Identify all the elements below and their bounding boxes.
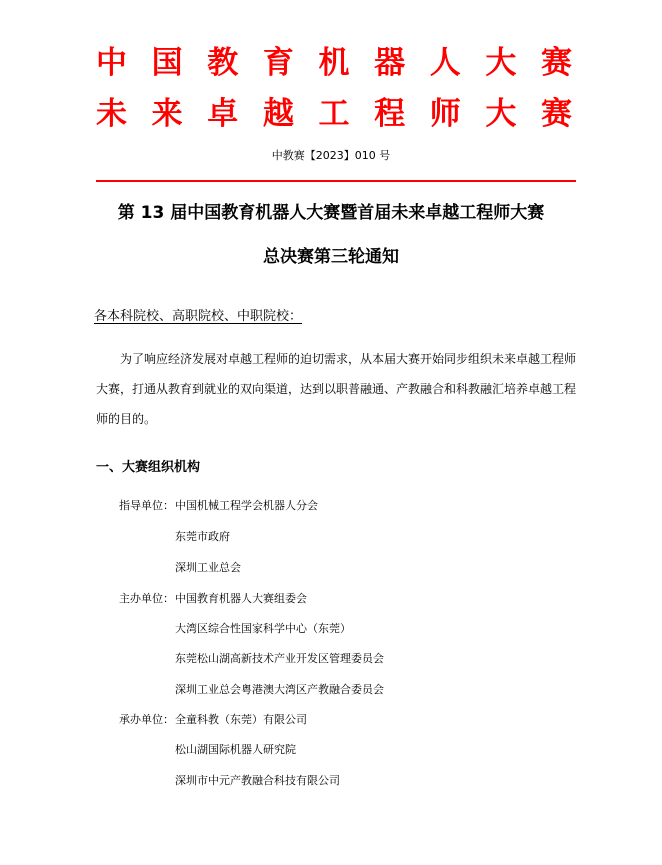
host-unit: 东莞松山湖高新技术产业开发区管理委员会	[175, 652, 384, 665]
guiding-unit: 深圳工业总会	[175, 561, 241, 574]
header-divider	[96, 180, 576, 182]
guiding-unit: 东莞市政府	[175, 530, 230, 543]
organizer-unit: 松山湖国际机器人研究院	[175, 743, 296, 756]
salutation: 各本科院校、高职院校、中职院校：	[94, 309, 303, 324]
guiding-units-label: 指导单位：	[119, 499, 174, 512]
contest-title-line-2: 未来卓越工程师大赛	[96, 96, 572, 132]
section-title-organization: 一、大赛组织机构	[96, 460, 201, 475]
host-unit: 深圳工业总会粤港澳大湾区产教融合委员会	[175, 683, 384, 696]
organizer-units-row	[119, 710, 307, 730]
host-unit: 中国教育机器人大赛组委会	[175, 592, 307, 605]
organizer-unit: 全童科教（东莞）有限公司	[175, 713, 307, 726]
guiding-unit: 中国机械工程学会机器人分会	[175, 499, 318, 512]
contest-title-line-1: 中国教育机器人大赛	[96, 45, 572, 81]
organizer-unit: 深圳市中元产教融合科技有限公司	[175, 774, 340, 787]
host-units-row	[119, 589, 307, 609]
document-number: 中教赛【2023】010 号	[271, 149, 391, 162]
host-unit: 大湾区综合性国家科学中心（东莞）	[175, 622, 351, 635]
organizer-units-label: 承办单位：	[119, 713, 174, 726]
host-units-label: 主办单位：	[119, 592, 174, 605]
guiding-units-row	[119, 496, 318, 516]
notice-heading-line-1: 第 13 届中国教育机器人大赛暨首届未来卓越工程师大赛	[117, 203, 545, 223]
notice-heading-line-2: 总决赛第三轮通知	[263, 247, 399, 267]
intro-paragraph: 为了响应经济发展对卓越工程师的迫切需求，从本届大赛开始同步组织未来卓越工程师大赛，打通从教育到就业的双向渠道，达到以职普融通、产教融合和科教融汇培养卓越工程师的目的。	[96, 352, 577, 426]
